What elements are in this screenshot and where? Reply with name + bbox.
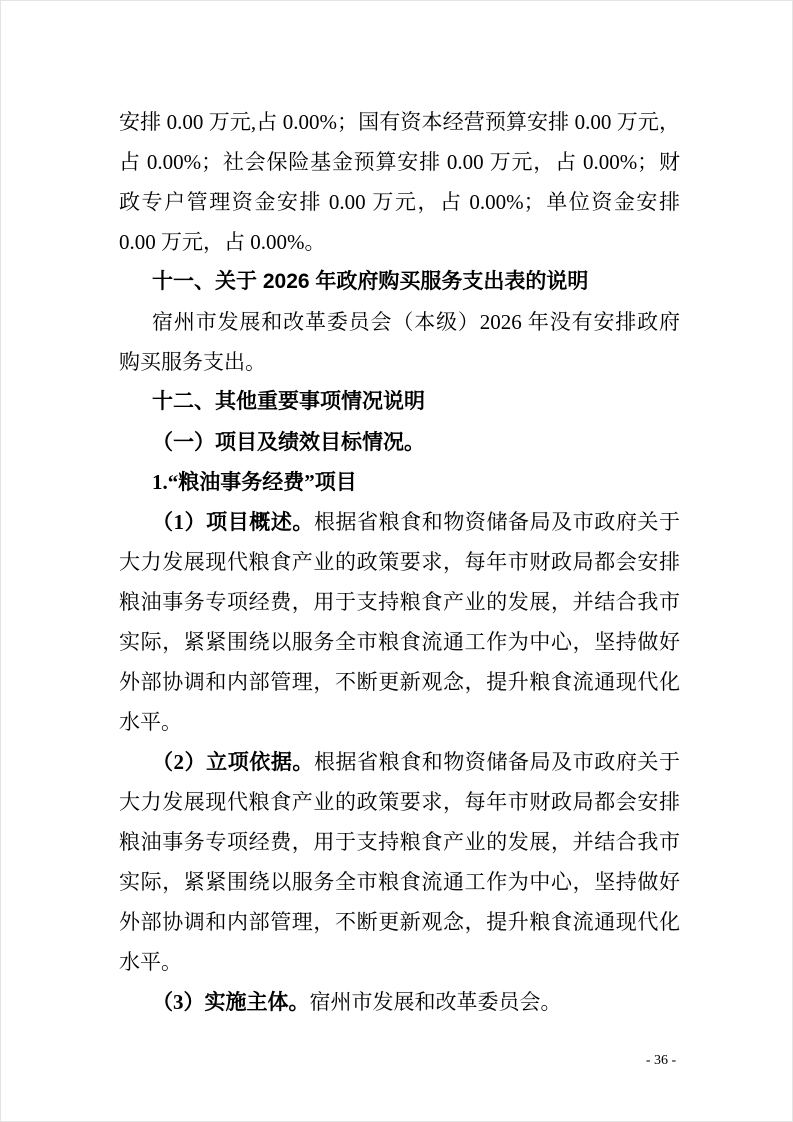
heading-section-11: 十一、关于 2026 年政府购买服务支出表的说明 <box>152 270 589 293</box>
item-2-lead: （2）立项依据。 <box>152 750 314 774</box>
subheading-project-performance: （一）项目及绩效目标情况。 <box>152 430 425 454</box>
paragraph-item-1-overview <box>119 502 680 742</box>
paragraph-section-11: 宿州市发展和改革委员会（本级）2026 年没有安排政府购买服务支出。 <box>119 310 680 374</box>
item-3-lead: （3）实施主体。 <box>152 990 310 1014</box>
page-number: - 36 - <box>645 1053 677 1068</box>
paragraph-budget-continuation: 安排 0.00 万元,占 0.00%；国有资本经营预算安排 0.00 万元，占 0.00%；社会保险基金预算安排 0.00 万元，占 0.00%；财政专户管理资金安排 0.00 万元，占 0.00%；单位资金安排 0.00 万元，占 0.00%。 <box>119 110 680 254</box>
paragraph-item-2-basis <box>119 742 680 982</box>
item-1-body: 根据省粮食和物资储备局及市政府关于大力发展现代粮食产业的政策要求，每年市财政局都会安排粮油事务专项经费，用于支持粮食产业的发展，并结合我市实际，紧紧围绕以服务全市粮食流通工作为中心，坚持做好外部协调和内部管理，不断更新观念，提升粮食流通现代化水平。 <box>119 510 680 734</box>
paragraph-item-3-implementer <box>119 982 680 1022</box>
page-body-text <box>119 102 680 1022</box>
subheading-grain-oil-project: 1.“粮油事务经费”项目 <box>152 470 357 494</box>
item-1-lead: （1）项目概述。 <box>152 510 314 534</box>
heading-section-12: 十二、其他重要事项情况说明 <box>152 390 425 413</box>
item-3-body: 宿州市发展和改革委员会。 <box>309 990 562 1014</box>
item-2-body: 根据省粮食和物资储备局及市政府关于大力发展现代粮食产业的政策要求，每年市财政局都会安排粮油事务专项经费，用于支持粮食产业的发展，并结合我市实际，紧紧围绕以服务全市粮食流通工作为中心，坚持做好外部协调和内部管理，不断更新观念，提升粮食流通现代化水平。 <box>119 750 680 974</box>
